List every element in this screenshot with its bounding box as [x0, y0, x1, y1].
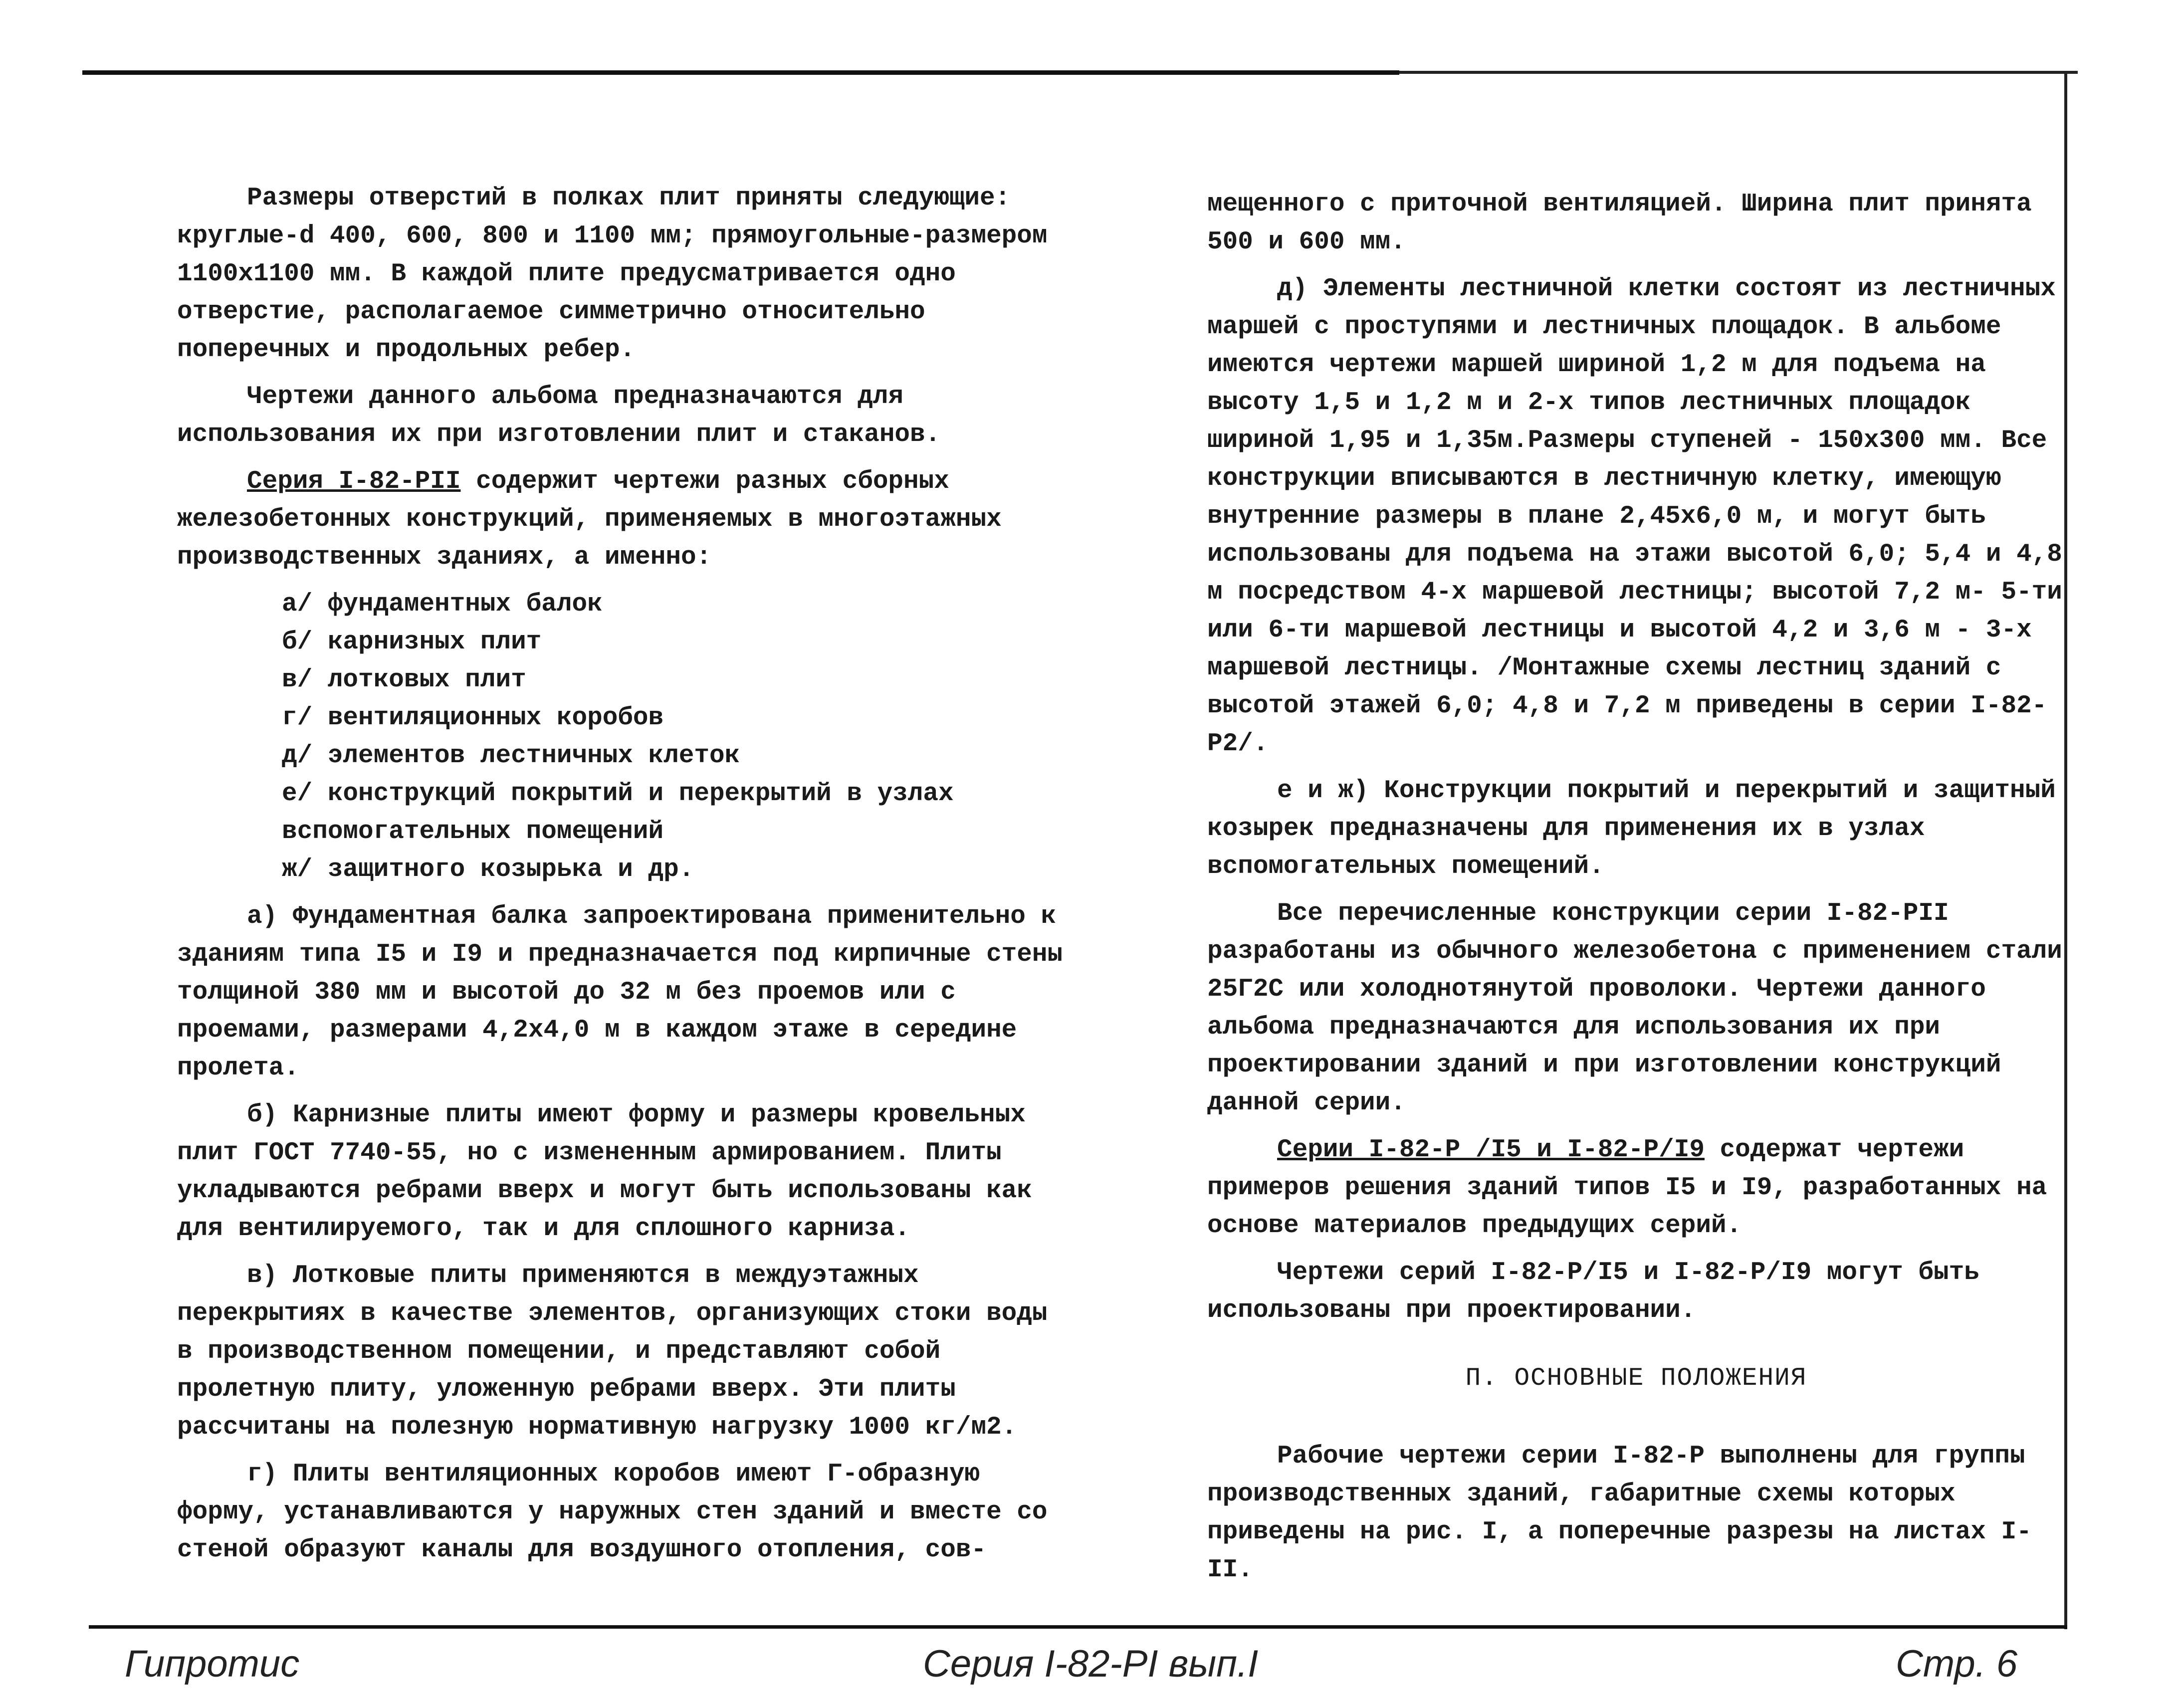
right-column	[1207, 186, 2065, 1598]
paragraph-continuation: мещенного с приточной вентиляцией. Ширина плит принята 500 и 600 мм.	[1207, 190, 2032, 256]
list-item: г/ вентиляционных коробов	[282, 704, 664, 732]
section-heading: П. ОСНОВНЫЕ ПОЛОЖЕНИЯ	[1465, 1364, 1807, 1393]
paragraph-all-constructions: Все перечисленные конструкции серии I-82-PII разработаны из обычного железобетона с применением стали 25Г2С или холоднотянутой проволоки. Чертежи данного альбома предназначаются для использования их при проектировании зданий и при изготовлении конструкций данной серии.	[1207, 899, 2062, 1117]
series-examples-text: содержат чертежи примеров решения зданий типов I5 и I9, разработанных на основе материалов предыдущих серий.	[1207, 1136, 2047, 1240]
paragraph-ventilation-ducts: г) Плиты вентиляционных коробов имеют Г-образную форму, устанавливаются у наружных стен зданий и вместе со стеной образуют каналы для воздушного отопления, сов-	[177, 1460, 1048, 1564]
paragraph-openings: Размеры отверстий в полках плит приняты следующие: круглые-d 400, 600, 800 и 1100 мм; прямоугольные-размером 1100х1100 мм. В каждой плите предусматривается одно отверстие, располагаемое симметрично относительно поперечных и продольных ребер.	[177, 184, 1048, 364]
series-pii-text: содержит чертежи разных сборных железобетонных конструкций, применяемых в многоэтажных производственных зданиях, а именно:	[177, 467, 1002, 572]
left-column	[177, 180, 1065, 1578]
paragraph-tray-plates: в) Лотковые плиты применяются в междуэтажных перекрытиях в качестве элементов, организующих стоки воды в производственном помещении, и представляют собой пролетную плиту, уложенную ребрами вверх. Эти плиты рассчитаны на полезную нормативную нагрузку 1000 кг/м2.	[177, 1262, 1048, 1442]
paragraph-stair-elements: д) Элементы лестничной клетки состоят из лестничных маршей с проступями и лестничных площадок. В альбоме имеются чертежи маршей шириной 1,2 м для подъема на высоту 1,5 и 1,2 м и 2-х типов лестничных площадок шириной 1,95 и 1,35м.Размеры ступеней - 150х300 мм. Все конструкции вписываются в лестничную клетку, имеющую внутренние размеры в плане 2,45х6,0 м, и могут быть использованы для подъема на этажи высотой 6,0; 5,4 и 4,8 м посредством 4-х маршевой лестницы; высотой 7,2 м- 5-ти или 6-ти маршевой лестницы и высотой 4,2 и 3,6 м - 3-х маршевой лестницы. /Монтажные схемы лестниц зданий с высотой этажей 6,0; 4,8 и 7,2 м приведены в серии I-82-P2/.	[1207, 275, 2062, 758]
bottom-frame-line	[89, 1625, 2067, 1629]
paragraph-drawings-usage: Чертежи серий I-82-P/I5 и I-82-P/I9 могут быть использованы при проектировании.	[1207, 1259, 1979, 1325]
footer-organization: Гипротис	[125, 1643, 300, 1685]
paragraph-working-drawings: Рабочие чертежи серии I-82-P выполнены для группы производственных зданий, габаритные схемы которых приведены на рис. I, а поперечные разрезы на листах I-II.	[1207, 1442, 2032, 1584]
construction-list	[282, 586, 1065, 889]
footer-series: Серия I-82-PI вып.I	[923, 1643, 1259, 1685]
paragraph-album-purpose: Чертежи данного альбома предназначаются для использования их при изготовлении плит и стаканов.	[177, 383, 941, 449]
list-item: е/ конструкций покрытий и перекрытий в узлах вспомогательных помещений	[282, 780, 954, 846]
list-item: в/ лотковых плит	[282, 666, 526, 694]
series-examples-label: Серии I-82-P /I5 и I-82-P/I9	[1277, 1136, 1705, 1164]
paragraph-roof-constructions: е и ж) Конструкции покрытий и перекрытий и защитный козырек предназначены для применения их в узлах вспомогательных помещений.	[1207, 777, 2056, 881]
series-pii-label: Серия I-82-PII	[247, 467, 461, 496]
paragraph-cornice-plates: б) Карнизные плиты имеют форму и размеры кровельных плит ГОСТ 7740-55, но с измененным армированием. Плиты укладываются ребрами вверх и могут быть использованы как для вентилируемого, так и для сплошного карниза.	[177, 1101, 1032, 1243]
list-item: а/ фундаментных балок	[282, 590, 603, 619]
top-frame-line-thick	[82, 70, 1399, 75]
list-item: ж/ защитного козырька и др.	[282, 855, 694, 884]
paragraph-series-pii	[177, 463, 1065, 577]
paragraph-series-examples	[1207, 1131, 2065, 1245]
paragraph-foundation-beam: а) Фундаментная балка запроектирована применительно к зданиям типа I5 и I9 и предназначается под кирпичные стены толщиной 380 мм и высотой до 32 м без проемов или с проемами, размерами 4,2х4,0 м в каждом этаже в середине пролета.	[177, 902, 1063, 1082]
footer-page-number: Стр. 6	[1896, 1643, 2018, 1685]
list-item: д/ элементов лестничных клеток	[282, 742, 740, 770]
list-item: б/ карнизных плит	[282, 628, 542, 656]
